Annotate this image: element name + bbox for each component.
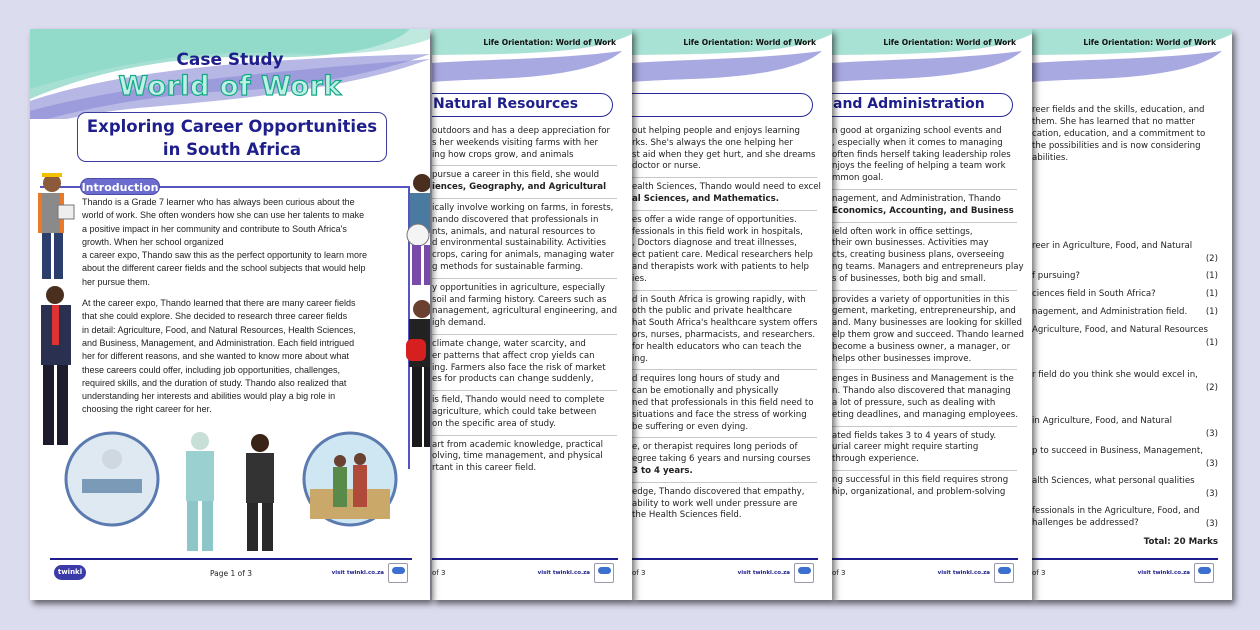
text-line: situations and face the stress of working xyxy=(632,409,807,420)
text-line: ng successful in this field requires strong xyxy=(832,474,1009,485)
question-marks: (3) xyxy=(1205,429,1218,439)
page-number: of 3 xyxy=(432,569,446,577)
text-line: ng teams. Managers and entrepreneurs play xyxy=(832,261,1024,272)
page-5-questions xyxy=(1032,29,1232,600)
quality-badge-icon xyxy=(594,563,614,583)
text-line: al Sciences, and Mathematics. xyxy=(632,193,779,204)
marks-row xyxy=(1032,338,1218,348)
subtitle-line-1: Exploring Career Opportunities xyxy=(86,117,378,136)
text-line: , Doctors diagnose and treat illnesses, xyxy=(632,238,797,249)
content-block xyxy=(432,169,617,199)
text-line: about the different career fields and the school subjects that would help xyxy=(82,263,366,274)
text-line: these careers could offer, including job opportunities, challenges, xyxy=(82,364,340,375)
text-line: olving, time management, and physical xyxy=(432,451,603,462)
text-line: agriculture, which could take between xyxy=(432,406,597,417)
text-line: ing. xyxy=(632,353,649,364)
text-line: nagement, and Administration, Thando xyxy=(832,193,1001,204)
text-line: her for different reasons, and she wanted to know more about what xyxy=(82,351,349,362)
text-line: d in South Africa is growing rapidly, with xyxy=(632,294,806,305)
text-line: gement, marketing, entrepreneurship, and xyxy=(832,306,1016,317)
conclusion-line: reer fields and the skills, education, and xyxy=(1032,105,1205,115)
content-block xyxy=(432,439,617,479)
footer-url: visit twinkl.co.za xyxy=(537,570,590,576)
text-line: fessionals in this field work in hospitals, xyxy=(632,226,803,237)
text-line: n. Thando also discovered that managing xyxy=(832,386,1011,397)
text-line: d requires long hours of study and xyxy=(632,374,780,385)
text-line: enges in Business and Management is the xyxy=(832,374,1014,385)
text-line: g methods for sustainable farming. xyxy=(432,261,584,272)
question-marks: (1) xyxy=(1205,271,1218,281)
page-footer xyxy=(632,558,818,577)
quality-badge-icon xyxy=(794,563,814,583)
text-line: ing. Farmers also face the risk of market xyxy=(432,362,606,373)
twinkl-logo: twinkl xyxy=(54,565,86,580)
marks-row xyxy=(1032,307,1218,317)
marks-row xyxy=(1032,429,1218,439)
footer-url: visit twinkl.co.za xyxy=(737,570,790,576)
running-header: Life Orientation: World of Work xyxy=(883,38,1016,47)
content-block xyxy=(432,394,617,435)
marks-row xyxy=(1032,459,1218,469)
text-line: and therapists work with patients to help xyxy=(632,261,809,272)
text-line: ability to work well under pressure are xyxy=(632,498,798,509)
question-marks: (3) xyxy=(1205,459,1218,469)
section-title: Natural Resources xyxy=(432,93,613,117)
content-block xyxy=(632,214,817,291)
marks-row xyxy=(1032,383,1218,393)
question-text: alth Sciences, what personal qualities xyxy=(1032,476,1195,486)
page-1-cover xyxy=(30,29,430,600)
footer-url: visit twinkl.co.za xyxy=(937,570,990,576)
page-number: of 3 xyxy=(832,569,846,577)
text-line: world of work. She often wonders how she can use her talents to make xyxy=(82,210,365,221)
content-block xyxy=(832,226,1024,291)
text-line: a career expo, Thando saw this as the perfect opportunity to learn more xyxy=(82,250,367,261)
footer-url: visit twinkl.co.za xyxy=(1137,570,1190,576)
question-text: in Agriculture, Food, and Natural xyxy=(1032,416,1172,426)
content-blocks xyxy=(432,125,617,482)
text-line: doctor or nurse. xyxy=(632,161,701,172)
text-line: iences, Geography, and Agricultural xyxy=(432,182,607,193)
content-blocks xyxy=(832,125,1025,506)
text-line: a positive impact in her community and contribute to South Africa's xyxy=(82,223,347,234)
career-people-illustration-left xyxy=(30,169,80,459)
intro-paragraph xyxy=(82,196,404,289)
text-line: in detail: Agriculture, Food, and Natural Resources, Health Sciences, xyxy=(82,324,356,335)
page-number: of 3 xyxy=(1032,569,1046,577)
intro-paragraph xyxy=(82,297,404,417)
marks-row xyxy=(1032,271,1218,281)
text-line: rks. She's always the one helping her xyxy=(632,137,793,148)
text-line: ically involve working on farms, in forests, xyxy=(432,202,614,213)
conclusion-line: the possibilities and is now considering xyxy=(1032,141,1201,151)
content-block xyxy=(432,282,617,335)
text-line: oth the public and private healthcare xyxy=(632,306,793,317)
text-line: required skills, and the duration of study. Thando also realized that xyxy=(82,377,347,388)
subtitle-line-2: in South Africa xyxy=(162,140,302,159)
question-marks: (1) xyxy=(1205,338,1218,348)
section-title: and Administration xyxy=(832,93,1013,117)
text-line: out helping people and enjoys learning xyxy=(632,126,800,136)
text-line: Thando is a Grade 7 learner who has always been curious about the xyxy=(82,197,355,207)
question-text: hallenges be addressed? xyxy=(1032,518,1139,528)
text-line: crops, caring for animals, managing water xyxy=(432,250,615,261)
footer-url: visit twinkl.co.za xyxy=(331,570,384,576)
text-line: igh demand. xyxy=(432,318,487,329)
content-block xyxy=(632,181,821,211)
text-line: be suffering or even dying. xyxy=(632,421,749,432)
text-line: understanding her interests and abilities would play a big role in xyxy=(82,391,336,402)
page-4 xyxy=(832,29,1032,600)
text-line: hat South Africa's healthcare system offers xyxy=(632,318,818,329)
text-line: their own businesses. Activities may xyxy=(832,238,989,249)
page-2 xyxy=(432,29,632,600)
text-line: 3 to 4 years. xyxy=(632,465,693,476)
conclusion-line: cation, education, and a commitment to xyxy=(1032,129,1206,139)
text-line: art from academic knowledge, practical xyxy=(432,439,604,450)
question-marks: (1) xyxy=(1205,307,1218,317)
content-block xyxy=(832,373,1017,426)
text-line: d environmental sustainability. Activities xyxy=(432,238,606,249)
text-line: e, or therapist requires long periods of xyxy=(632,442,798,453)
text-line: eting deadlines, and managing employees. xyxy=(832,409,1018,420)
text-line: can be emotionally and physically xyxy=(632,386,779,397)
text-line: At the career expo, Thando learned that there are many career fields xyxy=(82,298,356,309)
content-block xyxy=(432,125,617,166)
text-line: s of businesses, both big and small. xyxy=(832,273,986,284)
question-text: nagement, and Administration field. xyxy=(1032,307,1188,317)
text-line: pursue a career in this field, she would xyxy=(432,170,600,181)
text-line: that she could explore. She decided to research three career fields xyxy=(82,311,348,322)
text-line: elp them grow and succeed. Thando learned xyxy=(832,329,1025,340)
text-line: ies. xyxy=(632,273,647,284)
content-block xyxy=(632,294,817,371)
question-text: ciences field in South Africa? xyxy=(1032,289,1156,299)
running-header: Life Orientation: World of Work xyxy=(483,38,616,47)
marks-row xyxy=(1032,519,1218,529)
marks-row xyxy=(1032,489,1218,499)
text-line: and Business, Management, and Administration. Each field intrigued xyxy=(82,337,355,348)
content-block xyxy=(632,373,817,438)
text-line: es for products can change suddenly, xyxy=(432,374,594,385)
career-people-illustration-right xyxy=(402,169,430,459)
text-line: s her weekends visiting farms with her xyxy=(432,137,599,148)
text-line: become a business owner, a manager, or xyxy=(832,341,1011,352)
question-text: Agriculture, Food, and Natural Resources xyxy=(1032,325,1209,335)
page-number: of 3 xyxy=(632,569,646,577)
content-block xyxy=(832,193,1017,223)
text-line: ated fields takes 3 to 4 years of study. xyxy=(832,430,997,441)
question-text: p to succeed in Business, Management, xyxy=(1032,446,1203,456)
question-marks: (3) xyxy=(1205,489,1218,499)
marks-row xyxy=(1032,254,1218,264)
quality-badge-icon xyxy=(388,563,408,583)
question-text: fessionals in the Agriculture, Food, and xyxy=(1032,506,1200,516)
text-line: er patterns that affect crop yields can xyxy=(432,350,595,361)
conclusion-line: them. She has learned that no matter xyxy=(1032,117,1195,127)
text-line: edge, Thando discovered that empathy, xyxy=(632,486,805,497)
text-line: ield often work in office settings, xyxy=(832,226,973,237)
text-line: nanagement, agricultural engineering, and xyxy=(432,306,618,317)
text-line: ect patient care. Medical researchers help xyxy=(632,250,813,261)
text-line: choosing the right career for her. xyxy=(82,404,212,415)
question-marks: (1) xyxy=(1205,289,1218,299)
text-line: and. Many businesses are looking for skilled xyxy=(832,318,1022,329)
page-number: Page 1 of 3 xyxy=(209,569,253,578)
page-footer xyxy=(832,558,1018,577)
section-title xyxy=(632,93,813,117)
content-block xyxy=(632,125,817,178)
subtitle-box xyxy=(77,112,387,162)
content-block xyxy=(832,294,1025,371)
quality-badge-icon xyxy=(994,563,1014,583)
content-block xyxy=(832,125,1017,190)
text-line: st aid when they get hurt, and she dreams xyxy=(632,149,816,160)
content-block xyxy=(832,474,1017,503)
question-text: reer in Agriculture, Food, and Natural xyxy=(1032,241,1193,251)
text-line: nando discovered that professionals in xyxy=(432,214,599,225)
text-line: the Health Sciences field. xyxy=(632,510,742,521)
text-line: njoys the feeling of helping a team work xyxy=(832,161,1006,172)
text-line: outdoors and has a deep appreciation for xyxy=(432,126,611,136)
running-header: Life Orientation: World of Work xyxy=(683,38,816,47)
text-line: helps other businesses improve. xyxy=(832,353,972,364)
text-line: provides a variety of opportunities in this xyxy=(832,294,1010,305)
text-line: her pursue them. xyxy=(82,276,151,287)
marks-row xyxy=(1032,289,1218,299)
text-line: egree taking 6 years and nursing courses xyxy=(632,454,811,465)
document-kicker: Case Study xyxy=(176,50,284,70)
page-3 xyxy=(632,29,832,600)
text-line: often finds herself taking leadership roles xyxy=(832,149,1011,160)
text-line: ealth Sciences, Thando would need to excel xyxy=(632,182,821,193)
text-line: y opportunities in agriculture, especially xyxy=(432,282,606,293)
text-line: ing how crops grow, and animals xyxy=(432,149,574,160)
text-line: cts, creating business plans, overseeing xyxy=(832,250,1005,261)
text-line: hip, organizational, and problem-solving xyxy=(832,486,1006,497)
question-text: r field do you think she would excel in, xyxy=(1032,370,1198,380)
question-marks: (2) xyxy=(1205,383,1218,393)
text-line: ors, nurses, pharmacists, and researchers. xyxy=(632,329,816,340)
page-footer xyxy=(1032,558,1218,577)
content-block xyxy=(632,441,817,482)
conclusion-line: abilities. xyxy=(1032,153,1069,163)
content-block xyxy=(632,486,817,526)
introduction-heading: Introduction xyxy=(80,178,160,195)
text-line: ned that professionals in this field need to xyxy=(632,397,814,408)
content-blocks xyxy=(632,125,821,529)
content-block xyxy=(432,202,617,279)
text-line: for health educators who can teach the xyxy=(632,341,802,352)
text-line: a lot of pressure, such as dealing with xyxy=(832,397,996,408)
question-marks: (3) xyxy=(1205,519,1218,529)
running-header: Life Orientation: World of Work xyxy=(1083,38,1216,47)
document-title: World of Work xyxy=(118,71,342,102)
text-line: rtant in this career field. xyxy=(432,463,537,474)
page-footer xyxy=(432,558,618,577)
text-line: through experience. xyxy=(832,454,919,465)
quality-badge-icon xyxy=(1194,563,1214,583)
text-line: es offer a wide range of opportunities. xyxy=(632,214,797,225)
content-block xyxy=(432,338,617,391)
content-block xyxy=(832,430,1017,471)
text-line: soil and farming history. Careers such as xyxy=(432,294,607,305)
text-line: is field, Thando would need to complete xyxy=(432,395,605,406)
introduction-text xyxy=(82,196,404,425)
text-line: n good at organizing school events and xyxy=(832,126,1002,136)
text-line: on the specific area of study. xyxy=(432,418,556,429)
text-line: growth. When her school organized xyxy=(82,236,224,247)
question-text: f pursuing? xyxy=(1032,271,1080,281)
total-marks: Total: 20 Marks xyxy=(1143,537,1218,547)
page-footer xyxy=(50,558,412,578)
question-marks: (2) xyxy=(1205,254,1218,264)
text-line: nts, animals, and natural resources to xyxy=(432,226,596,237)
text-line: , especially when it comes to managing xyxy=(832,137,1003,148)
text-line: climate change, water scarcity, and xyxy=(432,338,586,349)
text-line: Economics, Accounting, and Business xyxy=(832,205,1014,216)
text-line: urial career might require starting xyxy=(832,442,979,453)
text-line: mmon goal. xyxy=(832,173,884,184)
career-scenes-illustration xyxy=(60,429,400,554)
